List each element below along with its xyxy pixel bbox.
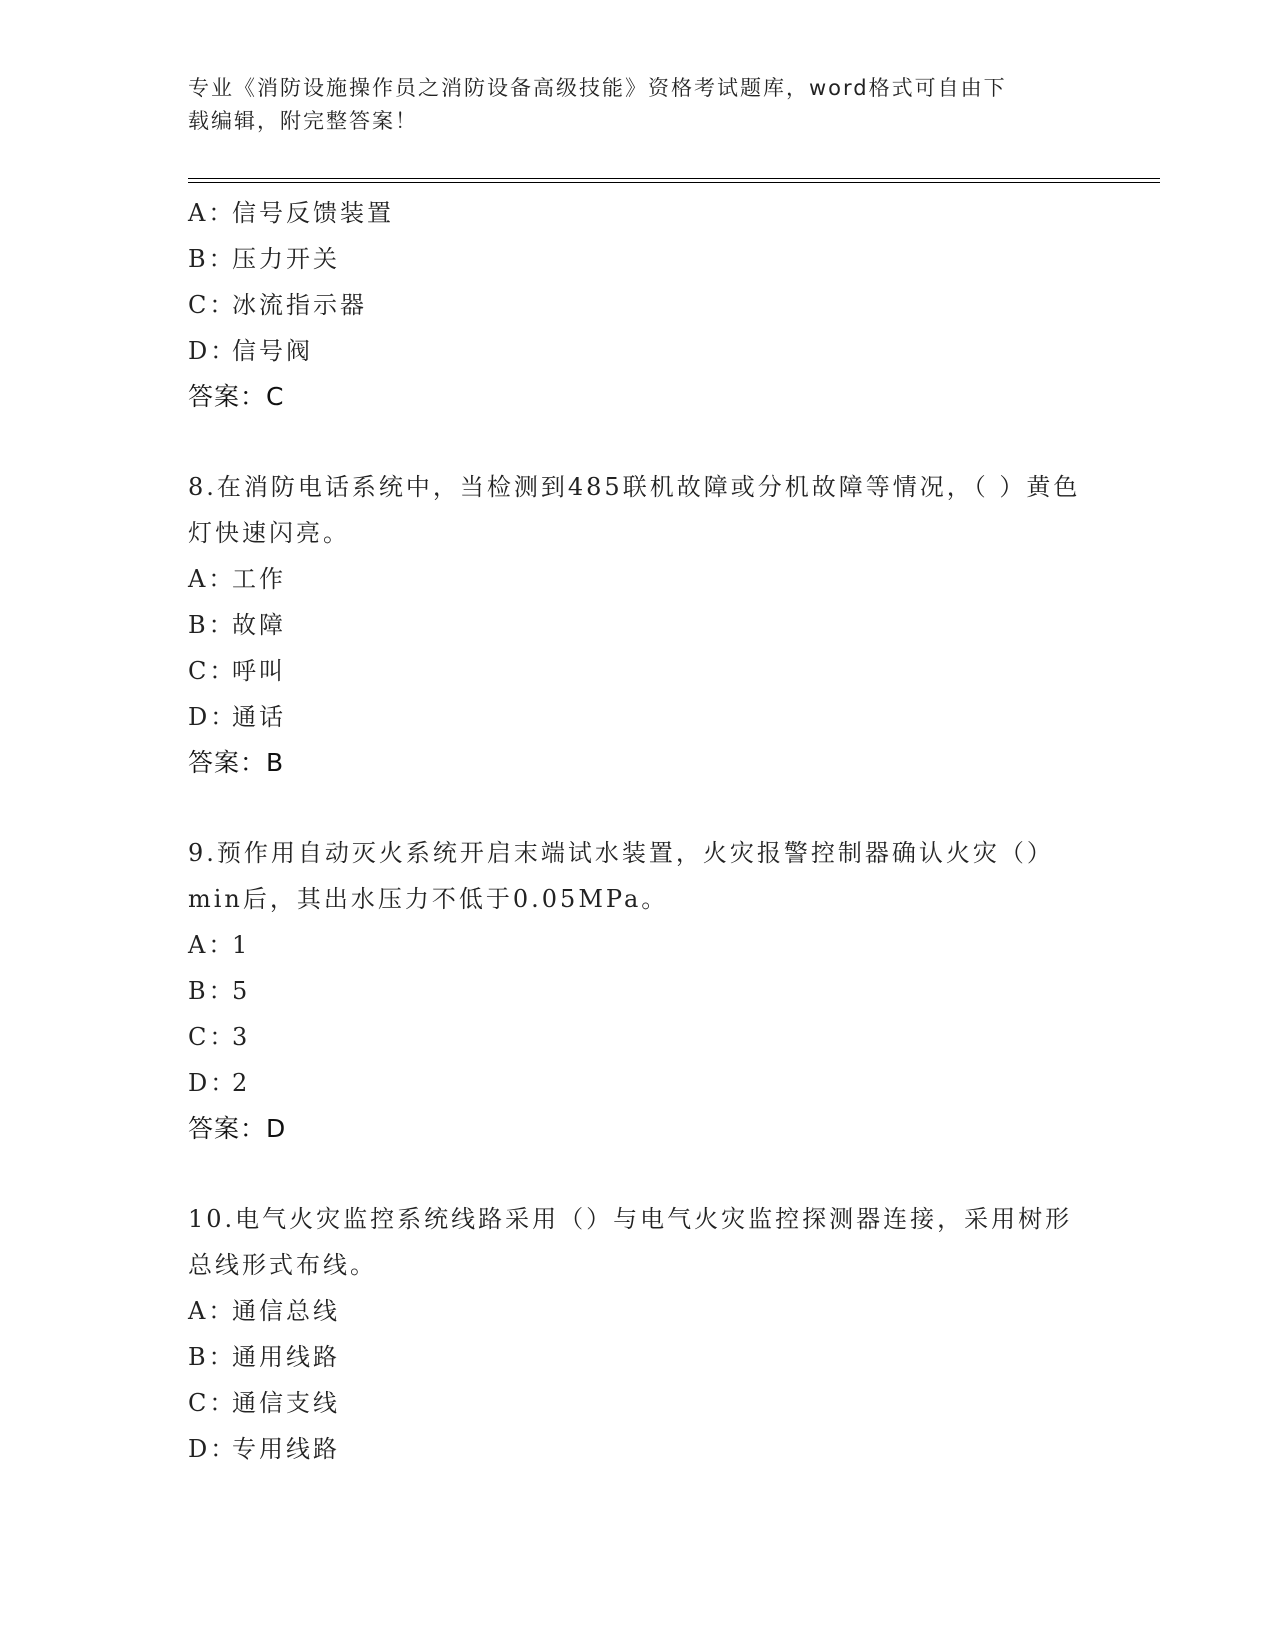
question-text: 8.在消防电话系统中，当检测到485联机故障或分机故障等情况，（ ）黄色灯快速闪亮。	[188, 473, 1081, 547]
option-key: C：	[188, 1389, 237, 1417]
option-d	[188, 1426, 1088, 1472]
option-b	[188, 236, 1088, 282]
option-c	[188, 1014, 1088, 1060]
answer-line: 答案：D	[188, 1114, 287, 1143]
question-block-10	[188, 1196, 1088, 1472]
option-c	[188, 648, 1088, 694]
option-text: 通用线路	[232, 1343, 340, 1371]
question-list	[188, 190, 1088, 1472]
document-header	[188, 72, 1068, 138]
option-key: A：	[188, 1297, 236, 1325]
option-text: 2	[232, 1069, 251, 1097]
option-key: D：	[188, 703, 238, 731]
option-text: 压力开关	[232, 245, 340, 273]
option-text: 通信总线	[232, 1297, 340, 1325]
option-text: 通话	[232, 703, 286, 731]
option-text: 5	[232, 977, 251, 1005]
answer-line: 答案：C	[188, 382, 285, 411]
option-key: D：	[188, 1069, 238, 1097]
option-key: A：	[188, 565, 236, 593]
option-a	[188, 1288, 1088, 1334]
header-divider-top	[188, 178, 1160, 179]
header-line-1: 专业《消防设施操作员之消防设备高级技能》资格考试题库，word格式可自由下	[188, 76, 1007, 100]
answer-line: 答案：B	[188, 748, 285, 777]
option-key: B：	[188, 245, 236, 273]
option-key: C：	[188, 657, 237, 685]
option-a	[188, 922, 1088, 968]
option-text: 信号阀	[232, 337, 313, 365]
question-block-9	[188, 830, 1088, 1152]
option-c	[188, 1380, 1088, 1426]
option-a	[188, 556, 1088, 602]
question-text: 9.预作用自动灭火系统开启末端试水装置，火灾报警控制器确认火灾（）min后，其出水压力不低于0.05MPa。	[188, 839, 1054, 913]
option-text: 故障	[232, 611, 286, 639]
option-key: A：	[188, 931, 236, 959]
option-b	[188, 1334, 1088, 1380]
option-d	[188, 1060, 1088, 1106]
option-text: 通信支线	[232, 1389, 340, 1417]
option-key: D：	[188, 1435, 238, 1463]
option-text: 1	[232, 931, 251, 959]
header-divider-bottom	[188, 182, 1160, 183]
option-b	[188, 602, 1088, 648]
option-key: C：	[188, 1023, 237, 1051]
question-text: 10.电气火灾监控系统线路采用（）与电气火灾监控探测器连接，采用树形总线形式布线。	[188, 1205, 1073, 1279]
option-text: 呼叫	[232, 657, 286, 685]
option-d	[188, 328, 1088, 374]
option-text: 信号反馈装置	[232, 199, 394, 227]
option-d	[188, 694, 1088, 740]
option-text: 3	[232, 1023, 251, 1051]
option-c	[188, 282, 1088, 328]
header-line-2: 载编辑，附完整答案！	[188, 109, 418, 133]
option-a	[188, 190, 1088, 236]
option-key: B：	[188, 611, 236, 639]
option-text: 工作	[232, 565, 286, 593]
option-key: B：	[188, 977, 236, 1005]
option-key: B：	[188, 1343, 236, 1371]
question-block-8	[188, 464, 1088, 786]
question-block-7	[188, 190, 1088, 420]
option-text: 专用线路	[232, 1435, 340, 1463]
option-key: A：	[188, 199, 236, 227]
option-b	[188, 968, 1088, 1014]
option-text: 冰流指示器	[232, 291, 367, 319]
option-key: C：	[188, 291, 237, 319]
option-key: D：	[188, 337, 238, 365]
